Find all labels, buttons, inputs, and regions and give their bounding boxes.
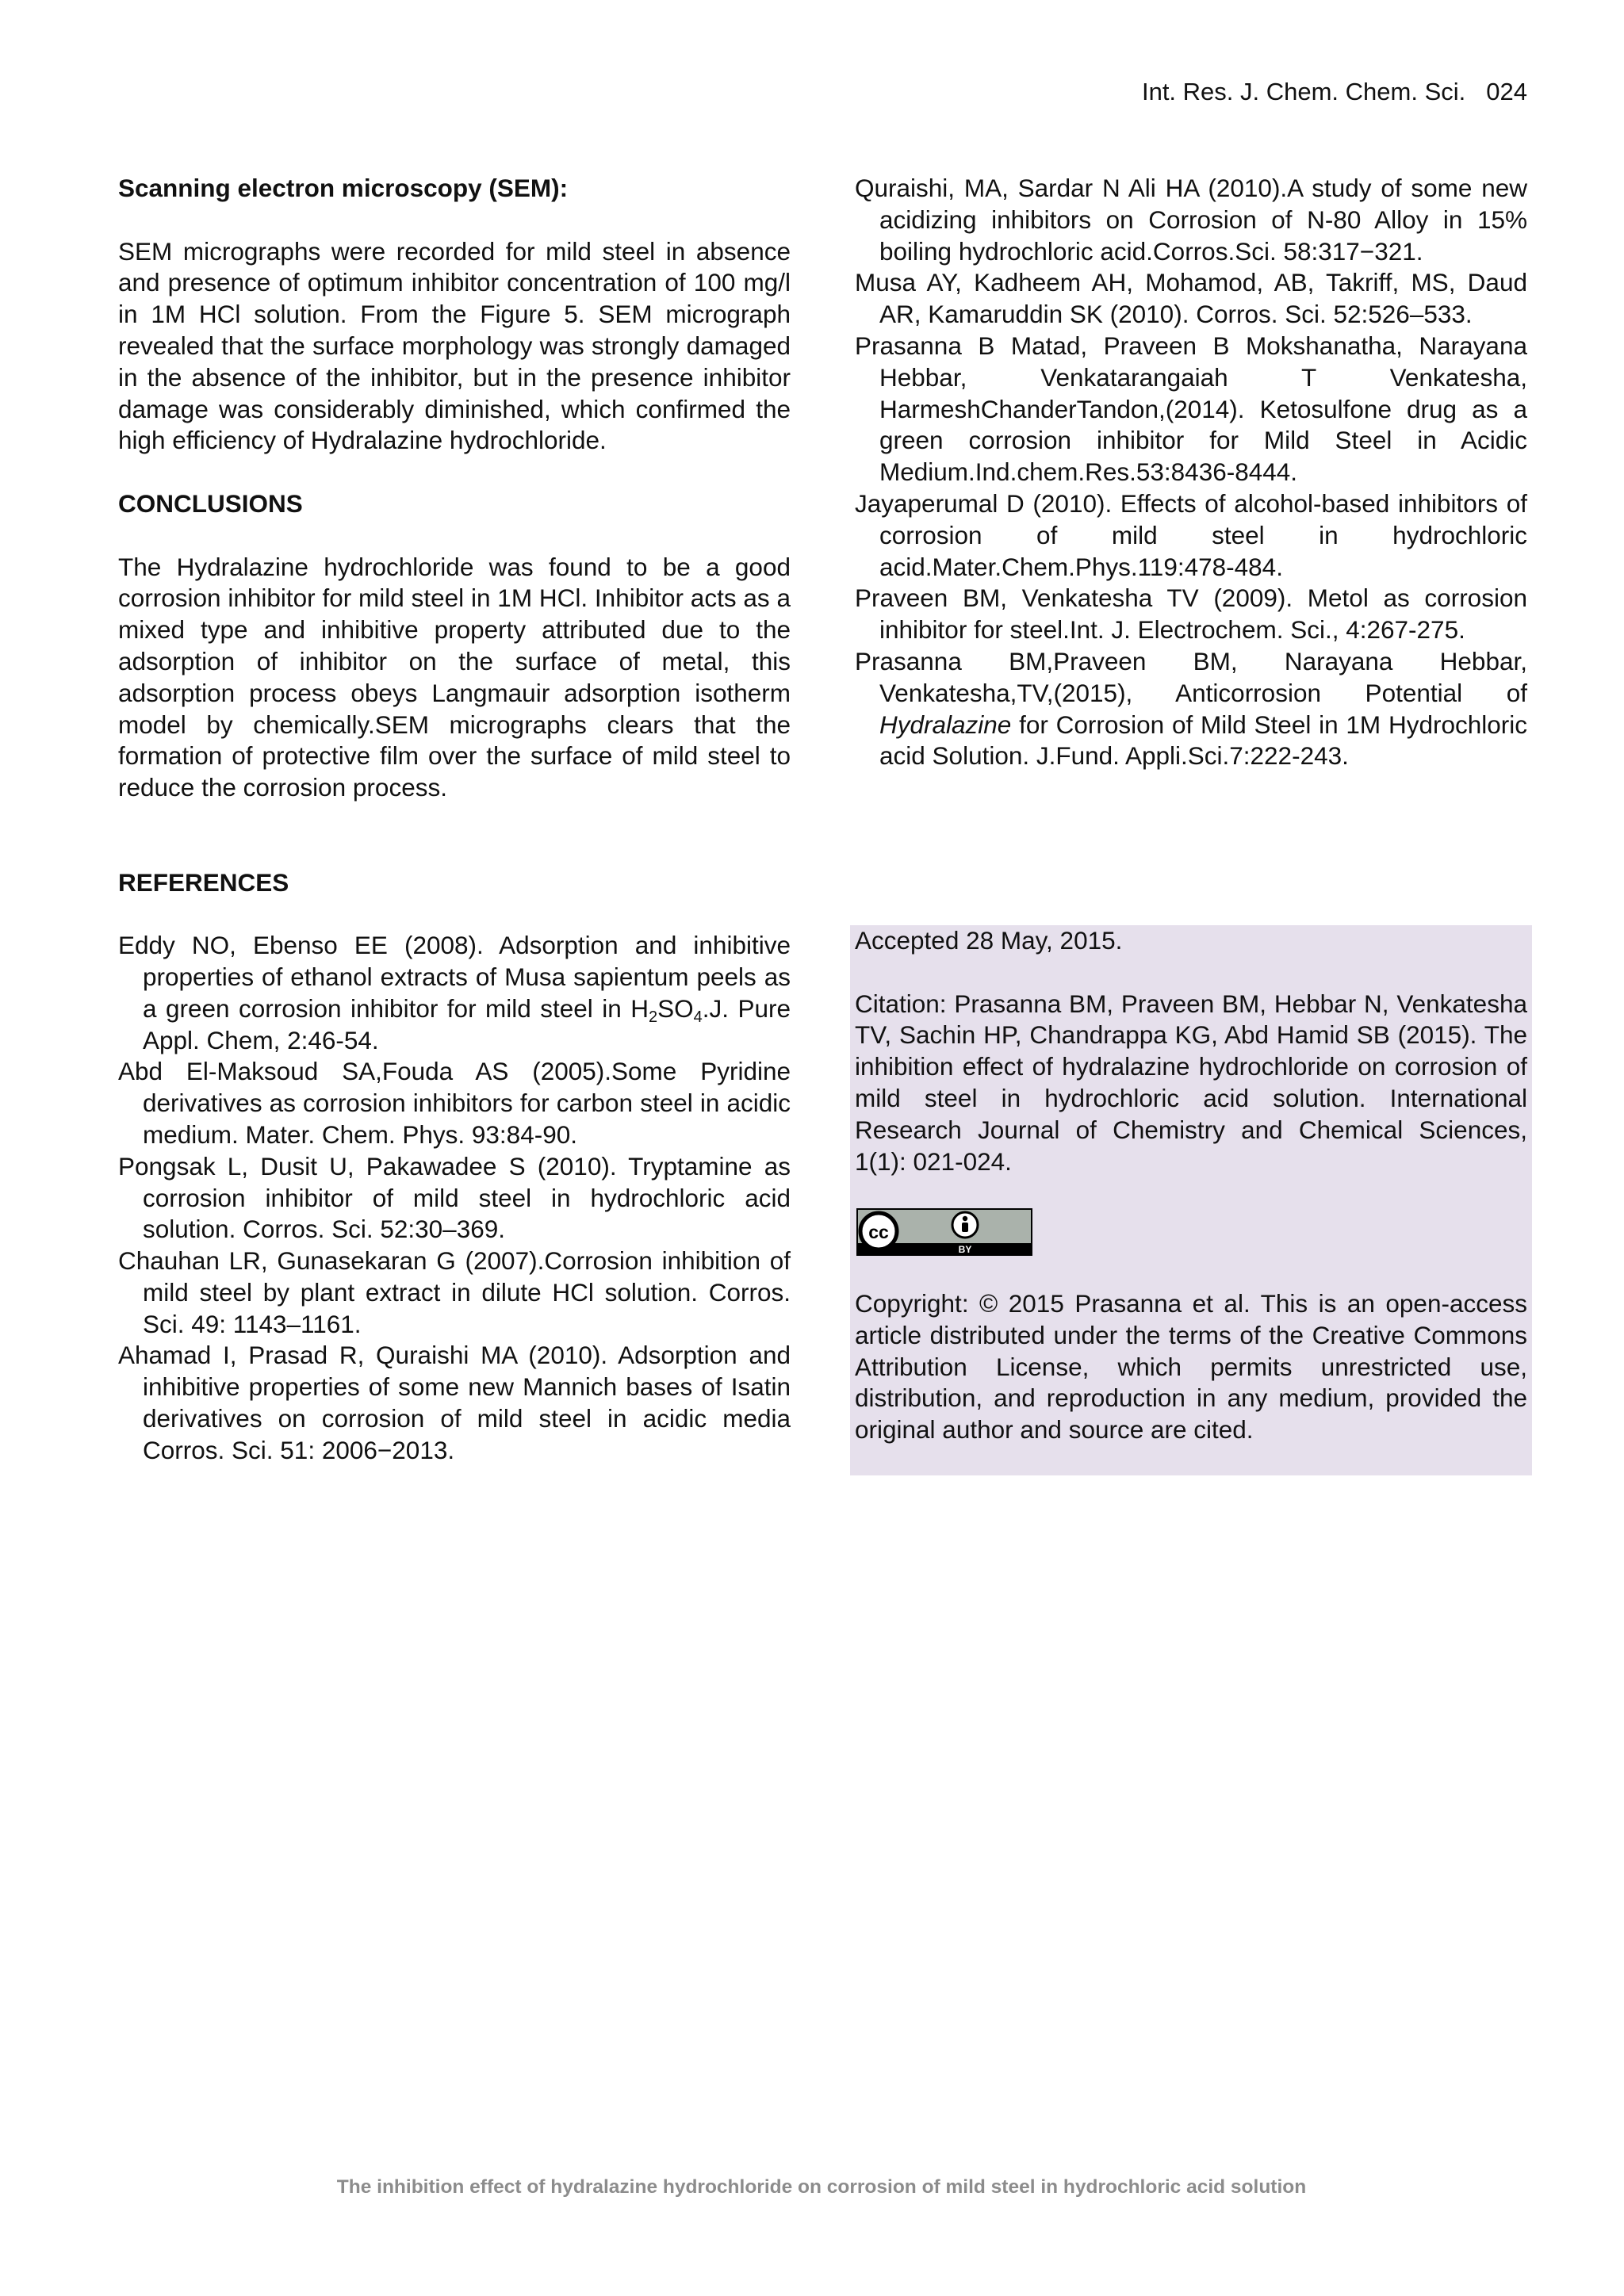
reference-item: Jayaperumal D (2010). Effects of alcohol-based inhibitors of corrosion of mild steel in hydrochloric acid.Mater.Chem.Phys.119:478-484. [855, 488, 1527, 581]
conclusions-paragraph: The Hydralazine hydrochloride was found to be a good corrosion inhibitor for mild steel in 1M HCl. Inhibitor acts as a mixed type and inhibitive property attributed due to the adsorption of inhibitor on the surface of metal, this adsorption process obeys Langmauir adsorption isotherm model by chemically.SEM micrographs clears that the formation of protective film over the surface of mild steel to reduce the corrosion process. [118, 552, 791, 802]
left-column [118, 173, 791, 1467]
references-list-right [855, 173, 1527, 772]
references-list-left [118, 930, 791, 1467]
copyright-notice: Copyright: © 2015 Prasanna et al. This is an open-access article distributed under the terms of the Creative Commons Attribution License, which permits unrestricted use, distribution, and reproduction in any medium, provided the original author and source are cited. [855, 1289, 1527, 1445]
reference-item: Prasanna B Matad, Praveen B Mokshanatha, Narayana Hebbar, Venkatarangaiah T Venkatesha, HarmeshChanderTandon,(2014). Ketosulfone drug as a green corrosion inhibitor for Mild Steel in Acidic Medium.Ind.chem.Res.53:8436-8444. [855, 331, 1527, 487]
reference-item: Eddy NO, Ebenso EE (2008). Adsorption and inhibitive properties of ethanol extracts of Musa sapientum peels as a green corrosion inhibitor for mild steel in $H_2SO_4.J$. Pure Appl. Chem, 2:46-54. [118, 931, 791, 1054]
reference-item: Pongsak L, Dusit U, Pakawadee S (2010). Tryptamine as corrosion inhibitor of mild steel in hydrochloric acid solution. Corros. Sci. 52:30–369. [118, 1151, 791, 1244]
reference-item: Quraishi, MA, Sardar N Ali HA (2010).A study of some new acidizing inhibitors on Corrosion of N-80 Alloy in 15% boiling hydrochloric acid.Corros.Sci. 58:317−321. [855, 174, 1527, 266]
references-heading: REFERENCES [118, 867, 289, 897]
conclusions-heading: CONCLUSIONS [118, 488, 303, 518]
reference-item: Prasanna BM,Praveen BM, Narayana Hebbar, Venkatesha,TV,(2015), Anticorrosion Potential of Hydralazine for Corrosion of Mild Steel in 1M Hydrochloric acid Solution. J.Fund. Appli.Sci.7:222-243. [855, 646, 1527, 771]
citation-box [850, 925, 1532, 1475]
svg-text:cc: cc [868, 1222, 889, 1242]
right-column [855, 173, 1527, 772]
cc-by-label: BY [958, 1244, 972, 1255]
page-number: 024 [1486, 78, 1527, 105]
footer-article-title: The inhibition effect of hydralazine hydrochloride on corrosion of mild steel in hydrochloric acid solution [336, 2176, 1307, 2198]
accepted-date: Accepted 28 May, 2015. [855, 926, 1123, 955]
citation-text: Citation: Prasanna BM, Praveen BM, Hebbar N, Venkatesha TV, Sachin HP, Chandrappa KG, Abd Hamid SB (2015). The inhibition effect of hydralazine hydrochloride on corrosion of mild steel in hydrochloric acid solution. International Research Journal of Chemistry and Chemical Sciences, 1(1): 021-024. [855, 989, 1527, 1176]
reference-item: Ahamad I, Prasad R, Quraishi MA (2010). Adsorption and inhibitive properties of some new Mannich bases of Isatin derivatives on corrosion of mild steel in acidic media Corros. Sci. 51: 2006−2013. [118, 1341, 791, 1464]
cc-by-license-icon[interactable] [856, 1208, 1032, 1256]
reference-item: Chauhan LR, Gunasekaran G (2007).Corrosion inhibition of mild steel by plant extract in dilute HCl solution. Corros. Sci. 49: 1143–1161. [118, 1246, 791, 1338]
reference-item: Praveen BM, Venkatesha TV (2009). Metol as corrosion inhibitor for steel.Int. J. Electrochem. Sci., 4:267-275. [855, 584, 1527, 645]
reference-item: Musa AY, Kadheem AH, Mohamod, AB, Takriff, MS, Daud AR, Kamaruddin SK (2010). Corros. Sci. 52:526–533. [855, 268, 1527, 329]
sem-heading: Scanning electron microscopy (SEM): [118, 174, 569, 202]
running-header [1142, 78, 1527, 106]
sem-paragraph: SEM micrographs were recorded for mild steel in absence and presence of optimum inhibitor concentration of 100 mg/l in 1M HCl solution. From the Figure 5. SEM micrograph revealed that the surface morphology was strongly damaged in the absence of the inhibitor, but in the presence inhibitor damage was considerably diminished, which confirmed the high efficiency of Hydralazine hydrochloride. [118, 236, 791, 455]
reference-item: Abd El-Maksoud SA,Fouda AS (2005).Some Pyridine derivatives as corrosion inhibitors for carbon steel in acidic medium. Mater. Chem. Phys. 93:84-90. [118, 1057, 791, 1149]
journal-abbrev: Int. Res. J. Chem. Chem. Sci. [1141, 78, 1466, 105]
